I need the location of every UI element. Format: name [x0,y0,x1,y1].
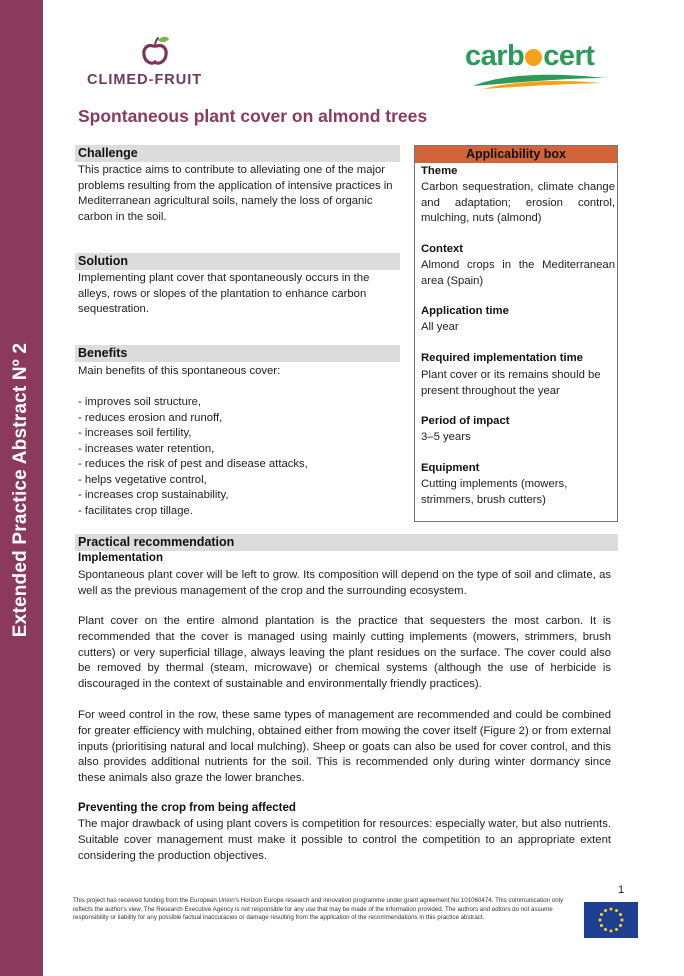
applicability-heading: Applicability box [415,146,617,163]
benefits-list [78,395,396,519]
paragraph: Spontaneous plant cover will be left to grow. Its composition will depend on the type of soil and climate, as well as the previous management of the crop and the surrounding ecosystem. [78,569,611,597]
context-label: Context [421,243,464,255]
list-item: - facilitates crop tillage. [78,504,193,517]
carbocert-wordmark: carb cert [465,40,595,72]
solution-text: Implementing plant cover that spontaneously occurs in the alleys, rows or slopes of the plantation to enhance carbon sequestration. [78,272,370,315]
climed-fruit-logo [87,36,227,92]
page-title: Spontaneous plant cover on almond trees [78,106,428,126]
solution-heading: Solution [75,253,400,270]
carbocert-logo [465,40,607,90]
fruit-icon [139,36,171,66]
hills-icon [471,72,607,90]
list-item: - increases soil fertility, [78,427,192,439]
equipment-label: Equipment [421,462,480,474]
list-item: - reduces erosion and runoff, [78,411,223,424]
climed-fruit-wordmark: CLIMED-FRUIT [87,72,203,88]
eu-flag-icon [584,902,638,938]
benefits-intro: Main benefits of this spontaneous cover: [78,365,281,377]
implementation-time-label: Required implementation time [421,352,583,364]
period-of-impact-value: 3–5 years [421,431,471,443]
context-value: Almond crops in the Mediterranean area (Spain) [421,259,615,287]
benefits-heading: Benefits [75,345,400,362]
list-item: - reduces the risk of pest and disease attacks, [78,458,308,470]
challenge-text: This practice aims to contribute to alleviating one of the major problems resulting from the application of intensive practices in Mediterranean agricultural soils, namely the loss of organic carbon in the soil. [78,164,393,223]
application-time-label: Application time [421,305,509,317]
sun-icon [525,49,542,66]
period-of-impact-label: Period of impact [421,415,510,427]
list-item: - helps vegetative control, [78,473,207,486]
sidebar-label: Extended Practice Abstract Nº 2 [10,342,31,638]
paragraph: The major drawback of using plant covers is competition for resources: especially water, but also nutrients. Suitable cover management must make it possible to control the competition to an appropriate extent considering the production objectives. [78,818,611,862]
practical-recommendation-heading: Practical recommendation [75,534,618,551]
challenge-heading: Challenge [75,145,400,162]
paragraph: For weed control in the row, these same types of management are recommended and could be combined for greater efficiency with mulching, obtained either from mowing the cover itself (Figure 2) or from external inputs (prioritising natural and local mulching). Sheep or goats can also be used for cover control, and this also provides additional nutrients for the soil. This is recommended only during winter dormancy since these animals also graze the lower branches. [78,709,611,785]
implementation-time-value: Plant cover or its remains should be present throughout the year [421,369,601,397]
theme-label: Theme [421,165,458,177]
page-number: 1 [618,884,625,896]
equipment-value: Cutting implements (mowers, strimmers, brush cutters) [421,478,568,506]
sidebar-band [0,0,43,976]
preventing-crop-heading: Preventing the crop from being affected [78,802,296,814]
list-item: - improves soil structure, [78,396,202,408]
application-time-value: All year [421,321,459,333]
paragraph: Plant cover on the entire almond plantation is the practice that sequesters the most carbon. It is recommended that the cover is managed using mainly cutting implements (mowers, strimmers, brush cutters) or very superficial tillage, always leaving the plant residues on the surface. The cover could also be removed by thermal (steam, microwave) or chemical systems (although the use of herbicide is discouraged in the context of sustainable and environmentally friendly practices). [78,615,611,691]
list-item: - increases crop sustainability, [78,489,229,501]
theme-value: Carbon sequestration, climate change and adaptation; erosion control, mulching, nuts (almond) [421,181,615,225]
funding-disclaimer: This project has received funding from the European Union's Horizon Europe research and innovation programme under grant agreement No 101060474. This communication only reflects the author's view. The Research Executive Agency is not responsible for any use that may be made of the information provided. The authors and editors do not assume responsibility or liability for any possible factual inaccuracies or damage resulting from the application of the recommendations in this practice abstract. [73,897,564,922]
implementation-heading: Implementation [78,552,163,564]
applicability-box [414,145,618,522]
list-item: - increases water retention, [78,442,215,455]
